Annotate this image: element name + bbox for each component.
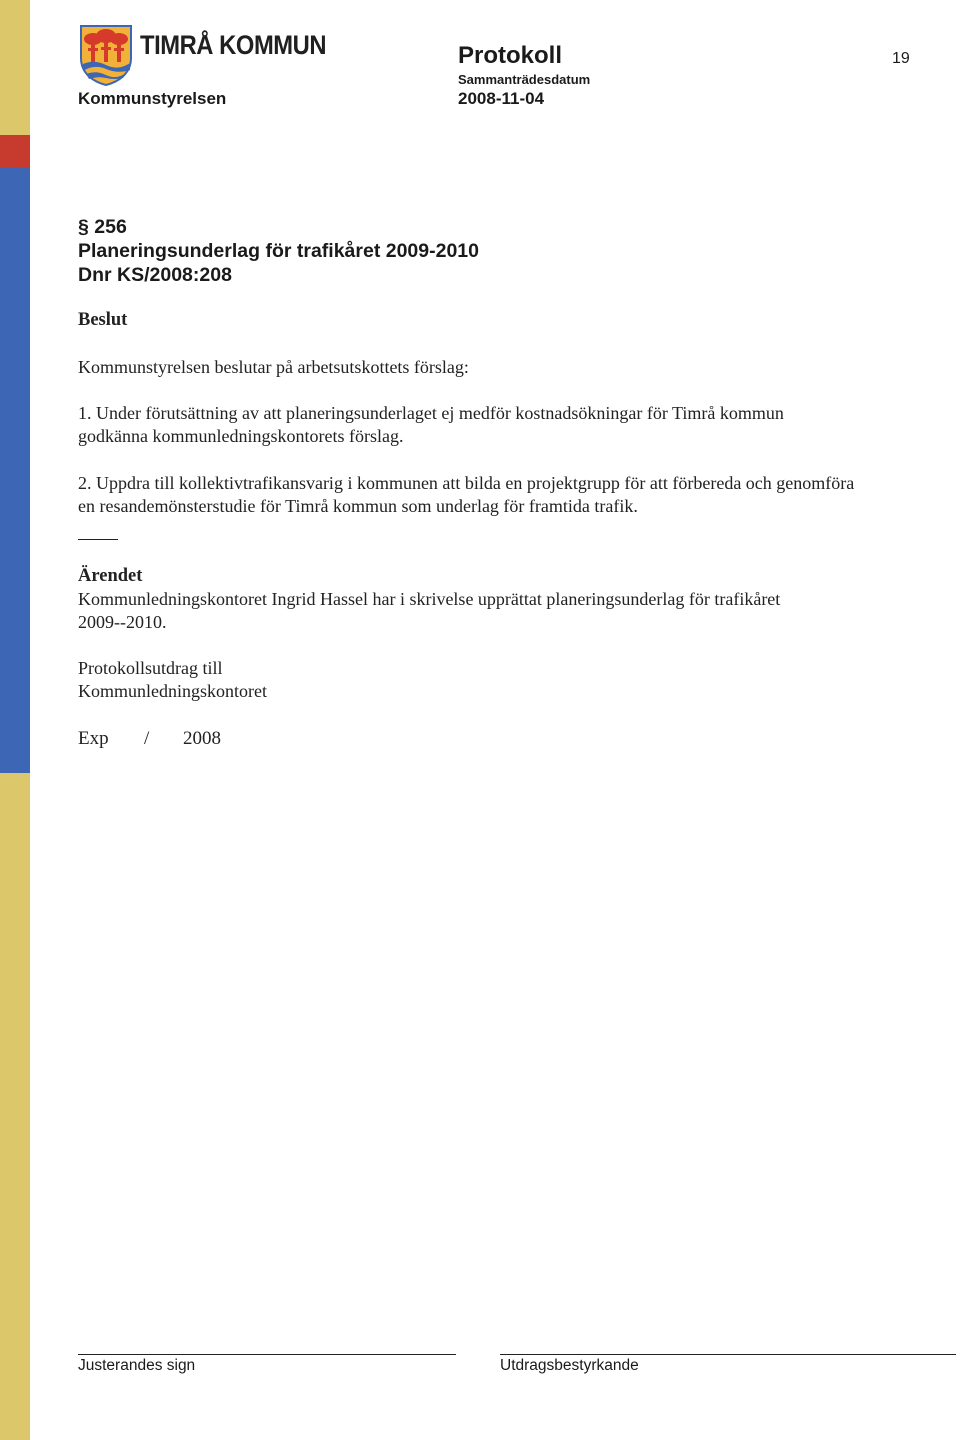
adjusters-signature-label: Justerandes sign [78, 1357, 196, 1374]
case-number: Dnr KS/2008:208 [78, 264, 232, 286]
decision-intro: Kommunstyrelsen beslutar på arbetsutskottets förslag: [78, 357, 469, 377]
extract-recipient: Kommunledningskontoret [78, 681, 267, 701]
side-stripe-red [0, 135, 30, 168]
footer-line-right [500, 1354, 956, 1355]
matter-text: Kommunledningskontoret Ingrid Hassel har i skrivelse upprättat planeringsunderlag för trafikåret 2009--2010. [78, 589, 781, 632]
extract-certification-label: Utdragsbestyrkande [500, 1357, 639, 1374]
expedition-year: 2008 [183, 728, 221, 749]
expedition-separator: / [144, 728, 150, 749]
coat-of-arms-icon [78, 24, 134, 86]
side-stripe-blue [0, 168, 30, 773]
document-title: Protokoll [458, 42, 563, 69]
section-divider [78, 539, 118, 540]
department-name: Kommunstyrelsen [78, 89, 227, 108]
expedition-label: Exp [78, 728, 109, 749]
paragraph-title: Planeringsunderlag för trafikåret 2009-2010 [78, 240, 479, 262]
matter-heading: Ärendet [78, 566, 143, 586]
side-stripe-yellow-top [0, 0, 30, 135]
meeting-date: 2008-11-04 [458, 89, 545, 108]
footer-line-left [78, 1354, 456, 1355]
logo-wordmark: TIMRÅ KOMMUN [140, 30, 327, 60]
extract-to-label: Protokollsutdrag till [78, 658, 223, 678]
decision-item-2: 2. Uppdra till kollektivtrafikansvarig i kommunen att bilda en projektgrupp för att förbereda och genomföra en resandemönsterstudie för Timrå kommun som underlag för framtida trafik. [78, 473, 855, 516]
paragraph-number: § 256 [78, 216, 127, 238]
municipality-logo [78, 24, 338, 88]
decision-item-1: 1. Under förutsättning av att planeringsunderlaget ej medför kostnadsökningar för Timrå kommun godkänna kommunledningskontorets förslag. [78, 403, 784, 446]
decision-heading: Beslut [78, 310, 128, 330]
page-number: 19 [892, 50, 910, 67]
meeting-date-label: Sammanträdesdatum [458, 72, 591, 87]
side-stripe-yellow-bottom [0, 773, 30, 1440]
